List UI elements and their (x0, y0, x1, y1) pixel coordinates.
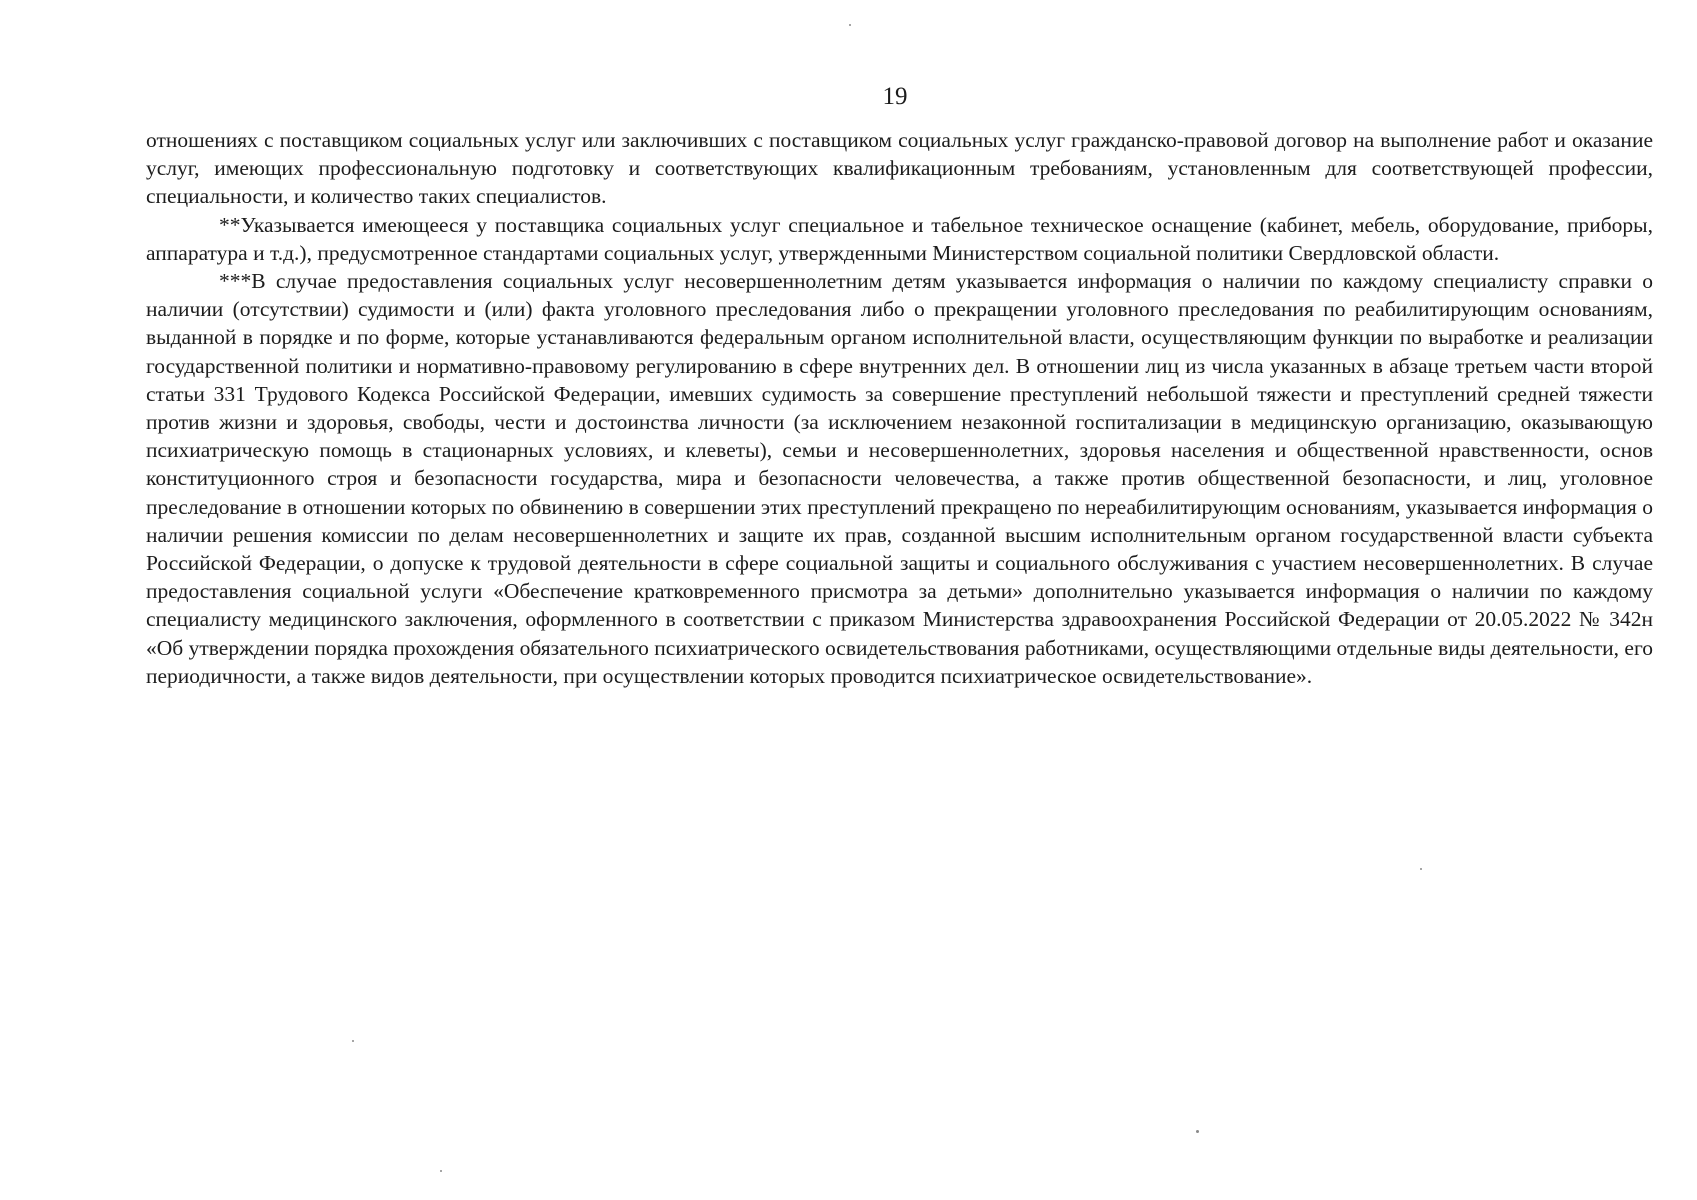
footnote-minors-paragraph: ***В случае предоставления социальных услуг несовершеннолетним детям указывается информация о наличии по каждому специалисту справки о наличии (отсутствии) судимости и (или) факта уголовного преследования либо о прекращении уголовного преследования по реабилитирующим основаниям, выданной в порядке и по форме, которые устанавливаются федеральным органом исполнительной власти, осуществляющим функции по выработке и реализации государственной политики и нормативно-правовому регулированию в сфере внутренних дел. В отношении лиц из числа указанных в абзаце третьем части второй статьи 331 Трудового Кодекса Российской Федерации, имевших судимость за совершение преступлений небольшой тяжести и преступлений средней тяжести против жизни и здоровья, свободы, чести и достоинства личности (за исключением незаконной госпитализации в медицинскую организацию, оказывающую психиатрическую помощь в стационарных условиях, и клеветы), семьи и несовершеннолетних, здоровья населения и общественной нравственности, основ конституционного строя и безопасности государства, мира и безопасности человечества, а также против общественной безопасности, и лиц, уголовное преследование в отношении которых по обвинению в совершении этих преступлений прекращено по нереабилитирующим основаниям, указывается информация о наличии решения комиссии по делам несовершеннолетних и защите их прав, созданной высшим исполнительным органом государственной власти субъекта Российской Федерации, о допуске к трудовой деятельности в сфере социальной защиты и социального обслуживания с участием несовершеннолетних. В случае предоставления социальной услуги «Обеспечение кратковременного присмотра за детьми» дополнительно указывается информация о наличии по каждому специалисту медицинского заключения, оформленного в соответствии с приказом Министерства здравоохранения Российской Федерации от 20.05.2022 № 342н «Об утверждении порядка прохождения обязательного психиатрического освидетельствования работниками, осуществляющими отдельные виды деятельности, его периодичности, а также видов деятельности, при осуществлении которых проводится психиатрическое освидетельствование». (146, 269, 1653, 688)
scan-speck (849, 24, 851, 26)
page-number: 19 (882, 83, 908, 110)
scan-speck (352, 1040, 354, 1042)
scan-speck (440, 1170, 442, 1172)
footnote-continuation-paragraph: отношениях с поставщиком социальных услуг или заключивших с поставщиком социальных услуг гражданско-правовой договор на выполнение работ и оказание услуг, имеющих профессиональную подготовку и соответствующих квалификационным требованиям, установленным для соответствующей профессии, специальности, и количество таких специалистов. (146, 128, 1653, 209)
footnote-equipment-paragraph: **Указывается имеющееся у поставщика социальных услуг специальное и табельное техническое оснащение (кабинет, мебель, оборудование, приборы, аппаратура и т.д.), предусмотренное стандартами социальных услуг, утвержденными Министерством социальной политики Свердловской области. (146, 212, 1653, 265)
scan-speck (1196, 1130, 1199, 1133)
scan-speck (1420, 868, 1422, 870)
footnote-text (146, 126, 1653, 690)
